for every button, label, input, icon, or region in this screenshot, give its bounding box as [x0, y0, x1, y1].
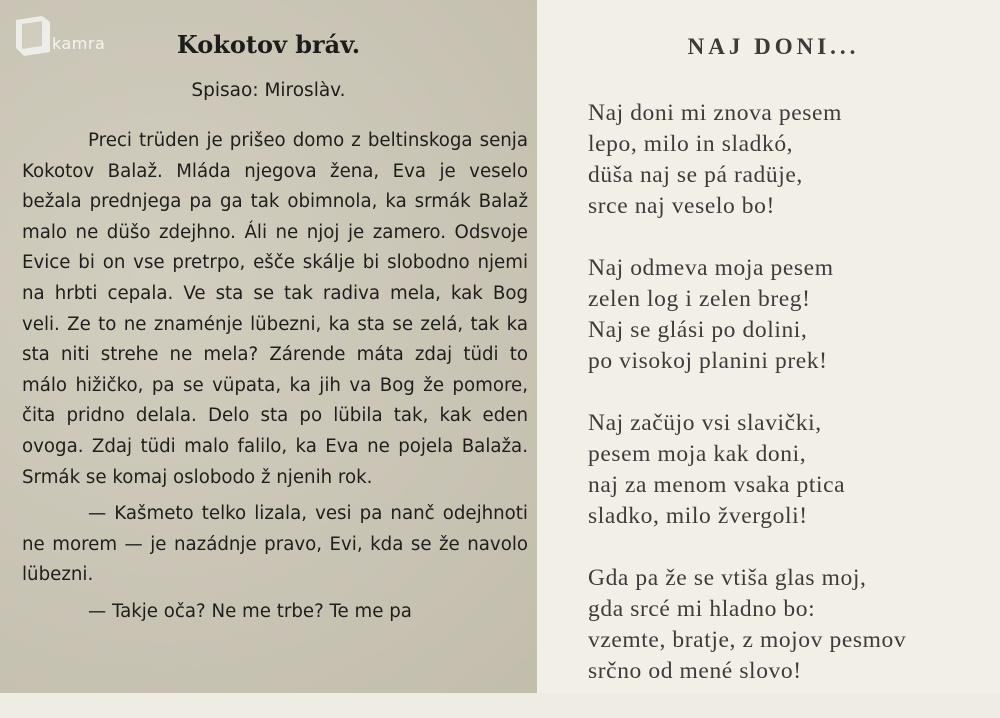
poem-line: zelen log i zelen breg! [588, 286, 811, 312]
watermark-text: kamra [52, 34, 106, 53]
story-body [22, 126, 528, 628]
poem-title: NAJ DONI... [687, 34, 860, 59]
poem-line: Gda pa že se vtiša glas moj, [588, 565, 867, 591]
story-paragraph: — Kašmeto telko lizala, vesi pa nanč odejhnoti ne morem — je nazádnje pravo, Evi, kda se že navolo lübezni. [22, 503, 528, 586]
poem-line: gda srcé mi hladno bo: [588, 596, 816, 622]
poem-line: srce naj veselo bo! [588, 193, 775, 219]
poem-line: Naj se glási po dolini, [588, 317, 808, 343]
poem-line: düša naj se pá radüje, [588, 162, 803, 188]
poem-stanza [588, 253, 988, 377]
poem-line: sladko, milo žvergoli! [588, 503, 808, 529]
poem-line: Naj začüjo vsi slavički, [588, 410, 822, 436]
poem-line: Naj odmeva moja pesem [588, 255, 834, 281]
story-author: Spisao: Miroslàv. [191, 80, 346, 101]
poem-stanza [588, 408, 988, 532]
story-paragraph: Preci trüden je prišeo domo z beltinskoga senja Kokotov Balaž. Mláda njegova žena, Eva je veselo bežala prednjega pa ga tak obimnola, ka srmák Balaž malo ne düšo zdejhno. Áli ne njoj je zamero. Odsvoje Evice bi on vse pretrpo, ešče skálje bi slobodno njemi na hrbti cepala. Ve sta se tak radiva mela, kak Bog veli. Ze to ne znaménje lübezni, ka sta se zelá, tak ka sta niti strehe ne mela? Zárende máta zdaj tüdi to málo hižičko, pa se vüpata, ka jih va Bog že pomore, čita pridno delala. Delo sta po lübila tak, kak eden ovoga. Zdaj tüdi malo falilo, ka Eva ne pojela Balaža. Srmák se komaj oslobodo ž njenih rok. [22, 130, 528, 488]
poem-stanza [588, 563, 988, 687]
poem-line: srčno od mené slovo! [588, 658, 802, 684]
poem-line: pesem moja kak doni, [588, 441, 807, 467]
poem-stanza [588, 98, 988, 222]
poem-line: vzemte, bratje, z mojov pesmov [588, 627, 907, 653]
poem-line: Naj doni mi znova pesem [588, 100, 842, 126]
poem-body [588, 98, 988, 718]
poem-line: po visokoj planini prek! [588, 348, 828, 374]
poem-line: lepo, milo in sladkó, [588, 131, 794, 157]
poem-line: naj za menom vsaka ptica [588, 472, 846, 498]
story-paragraph: — Takje oča? Ne me trbe? Te me pa [88, 600, 412, 622]
story-title: Kokotov bráv. [176, 30, 361, 59]
